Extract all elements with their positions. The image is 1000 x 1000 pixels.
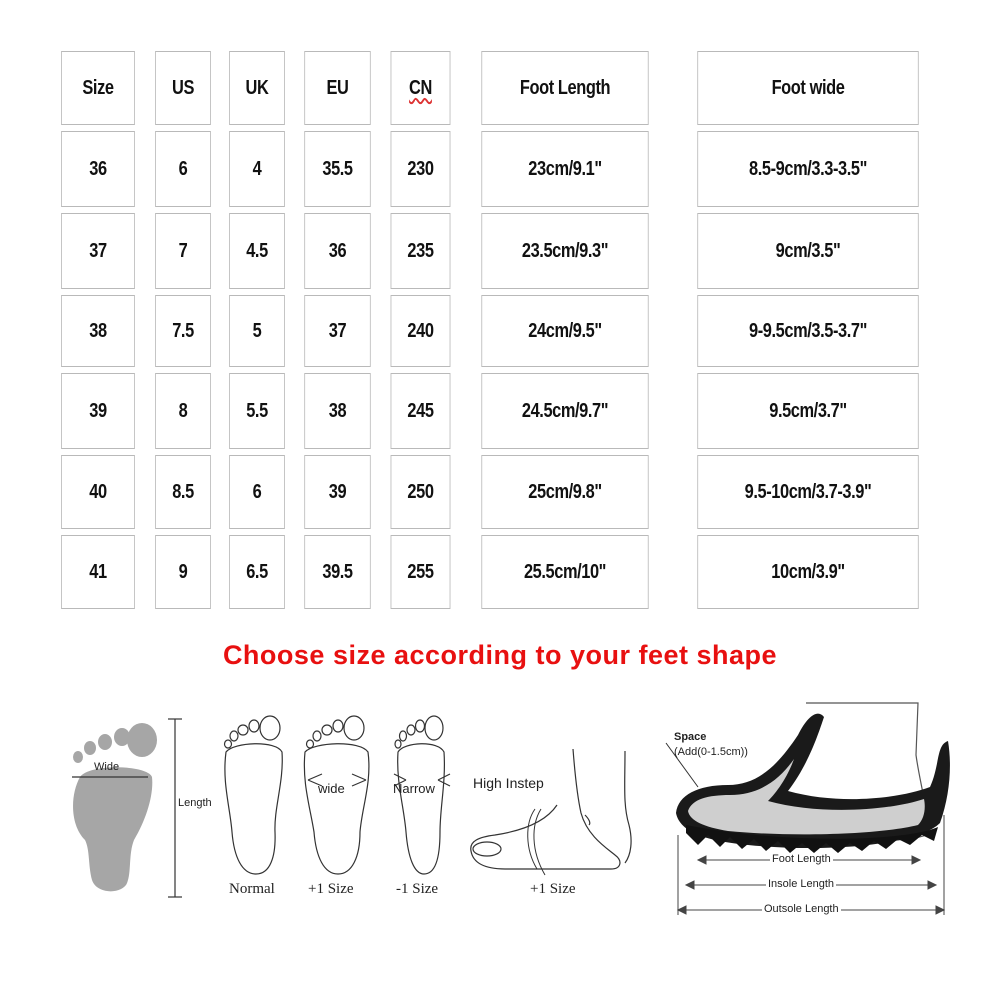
table-cell: 9.5cm/3.7" [697,373,918,449]
table-cell: 245 [391,373,451,449]
table-cell: 6.5 [229,535,285,609]
table-cell: 36 [304,213,370,289]
table-cell: 7.5 [155,295,211,367]
table-cell: 9.5-10cm/3.7-3.9" [697,455,918,529]
wide-caption: +1 Size [308,881,354,897]
table-cell: 40 [61,455,135,529]
table-cell: 9-9.5cm/3.5-3.7" [697,295,918,367]
table-header-cell: UK [229,51,285,125]
table-cell: 36 [61,131,135,207]
table-cell: 8.5-9cm/3.3-3.5" [697,131,918,207]
table-cell: 23.5cm/9.3" [481,213,648,289]
table-cell: 250 [391,455,451,529]
table-cell: 39 [304,455,370,529]
normal-foot-icon [220,712,290,882]
wide-foot-label: wide [318,781,345,796]
table-cell: 235 [391,213,451,289]
foot-length-label: Foot Length [772,853,831,865]
table-cell: 24cm/9.5" [481,295,648,367]
table-cell: 25.5cm/10" [481,535,648,609]
insole-length-label: Insole Length [768,878,835,890]
table-cell: 24.5cm/9.7" [481,373,648,449]
table-cell: 240 [391,295,451,367]
table-cell: 9cm/3.5" [697,213,918,289]
table-cell: 8 [155,373,211,449]
table-cell: 38 [61,295,135,367]
headline: Choose size according to your feet shape [222,640,778,670]
table-header-cell: Size [61,51,135,125]
table-cell: 230 [391,131,451,207]
high-instep-label: High Instep [473,775,544,791]
table-cell: 39 [61,373,135,449]
high-instep-foot-icon [465,745,640,885]
table-cell: 37 [61,213,135,289]
gray-foot-icon [73,723,157,891]
table-header-cell: Foot wide [697,51,918,125]
outsole-length-label: Outsole Length [764,903,839,915]
table-header-cell: US [155,51,211,125]
shoe-section-diagram [668,695,958,925]
table-cell: 41 [61,535,135,609]
table-cell: 10cm/3.9" [697,535,918,609]
narrow-caption: -1 Size [396,881,439,897]
table-cell: 4 [229,131,285,207]
table-cell: 5.5 [229,373,285,449]
table-header-cell: Foot Length [481,51,648,125]
table-cell: 6 [155,131,211,207]
space-detail-label: (Add(0-1.5cm)) [674,746,748,758]
table-cell: 25cm/9.8" [481,455,648,529]
table-cell: 7 [155,213,211,289]
normal-caption: Normal [229,881,275,897]
table-header-cell: CN [391,51,451,125]
high-instep-caption: +1 Size [530,881,576,897]
length-label: Length [178,797,212,809]
table-cell: 23cm/9.1" [481,131,648,207]
table-cell: 39.5 [304,535,370,609]
table-cell: 255 [391,535,451,609]
wide-label: Wide [94,761,120,773]
table-cell: 37 [304,295,370,367]
table-header-cell: EU [304,51,370,125]
narrow-foot-icon [392,712,452,882]
wide-foot-icon [302,712,372,882]
narrow-foot-label: Narrow [393,781,435,796]
table-cell: 38 [304,373,370,449]
table-cell: 4.5 [229,213,285,289]
size-table [50,48,946,612]
foot-measure-diagram [60,715,230,905]
space-label: Space [674,731,707,743]
table-cell: 35.5 [304,131,370,207]
table-cell: 9 [155,535,211,609]
table-cell: 8.5 [155,455,211,529]
table-cell: 6 [229,455,285,529]
table-cell: 5 [229,295,285,367]
